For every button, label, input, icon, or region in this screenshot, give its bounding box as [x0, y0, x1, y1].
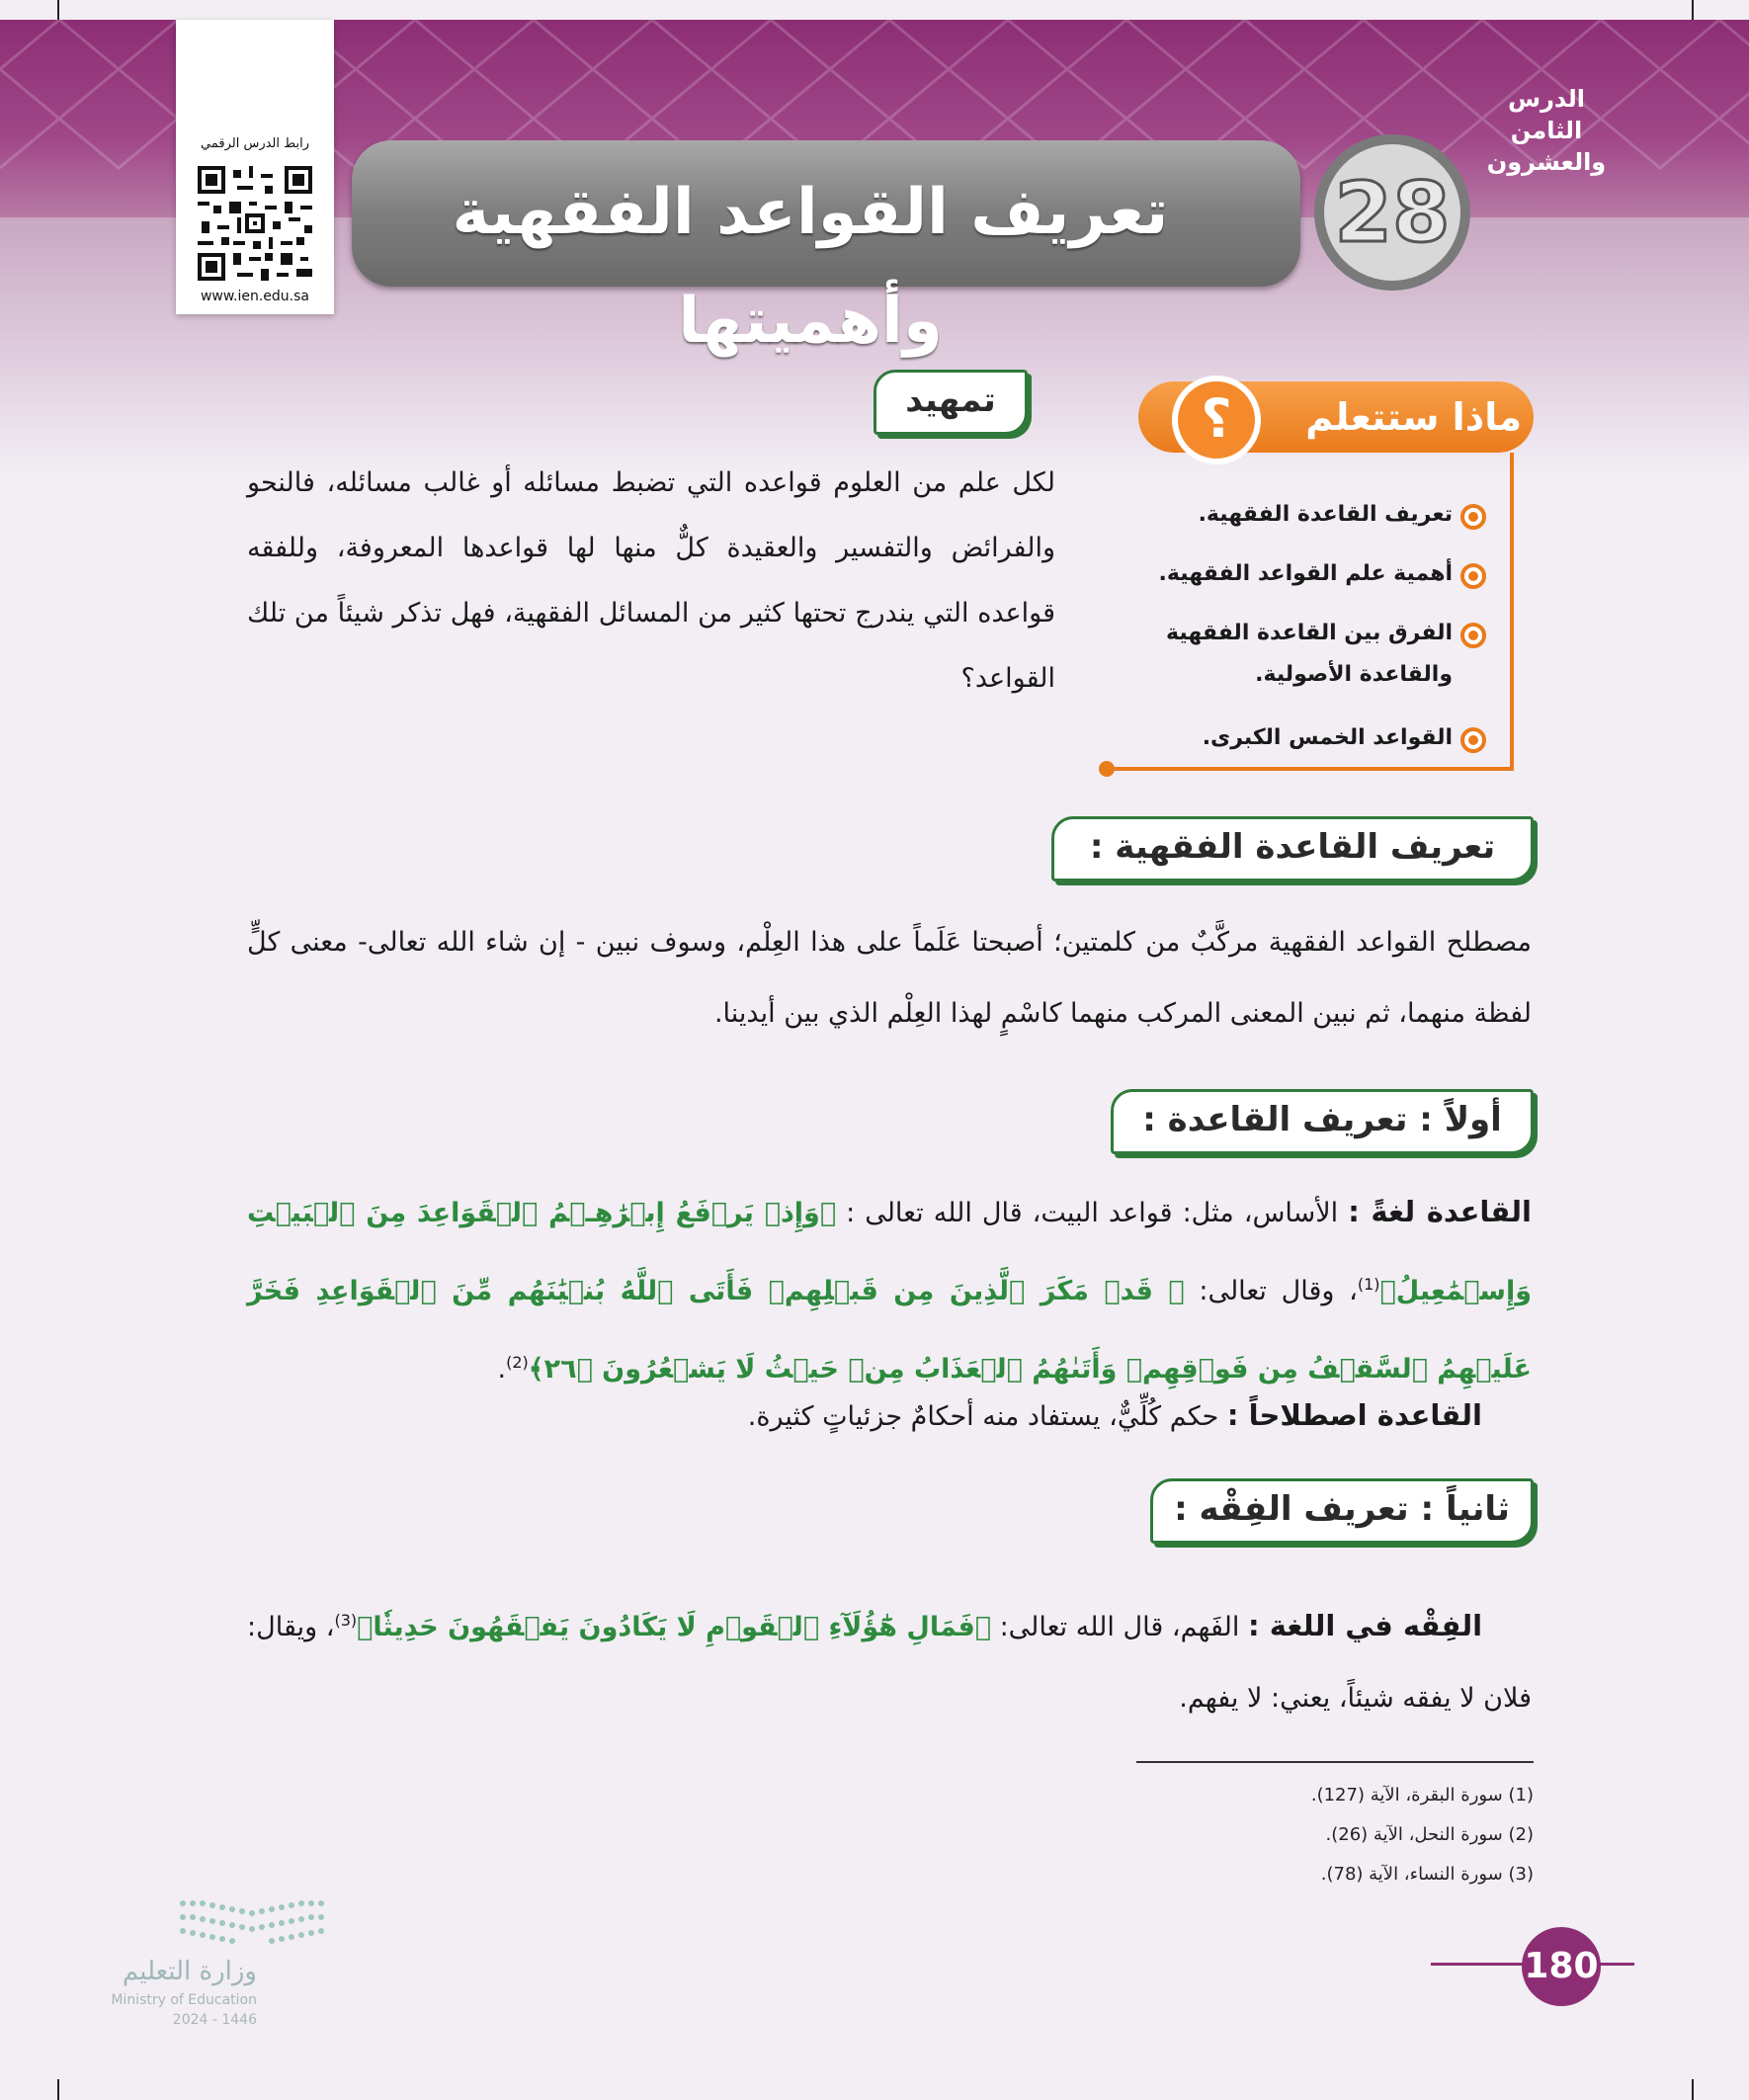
bullet-icon: [1460, 504, 1486, 530]
learn-box-bottom-border: [1107, 767, 1514, 771]
definition-text: مصطلح القواعد الفقهية مركَّبٌ من كلمتين؛ أصبحتا عَلَماً على هذا العِلْم، وسوف نبين - إن شاء الله تعالى- معنى كلٍّ لفظة منهما، ثم نبين المعنى المركب منهما كاسْمٍ لهذا العِلْم الذي بين أيدينا.: [247, 927, 1532, 1029]
intro-title: تمهيد: [874, 370, 1028, 435]
learn-box-dot: [1099, 761, 1115, 777]
qaida-istilah-paragraph: [247, 1387, 1532, 1445]
ministry-name-en: Ministry of Education: [111, 1992, 257, 2008]
qr-code-icon[interactable]: [198, 166, 312, 281]
footnote: (2) سورة النحل، الآية (26).: [1325, 1824, 1534, 1845]
qaida-istilah-text: حكم كُلِّيٌّ، يستفاد منه أحكامٌ جزئياتٍ كثيرة.: [747, 1401, 1219, 1432]
section-title-fiqh: ثانياً : تعريف الفِقْه :: [1150, 1478, 1534, 1544]
fiqh-lugha-paragraph: [247, 1585, 1532, 1734]
qr-url[interactable]: www.ien.edu.sa: [200, 289, 310, 304]
fiqh-lugha-label: الفِقْه في اللغة :: [1247, 1609, 1483, 1642]
footnote-ref: (2): [506, 1353, 529, 1372]
question-mark-icon: ؟: [1172, 376, 1261, 464]
learn-box-border: [1510, 453, 1514, 769]
learn-item: تعريف القاعدة الفقهية.: [1198, 502, 1453, 527]
qaida-lugha-text: ، وقال تعالى:: [1199, 1276, 1358, 1306]
intro-text: لكل علم من العلوم قواعده التي تضبط مسائله أو غالب مسائله، فالنحو والفرائض والتفسير والعقيدة كلٌّ منها لها قواعدها المعروفة، وللفقه قواعده التي يندرج تحتها كثير من المسائل الفقهية، فهل تذكر شيئاً من تلك القواعد؟: [247, 467, 1055, 694]
qaida-lugha-label: القاعدة لغةً :: [1348, 1195, 1532, 1228]
footnote-ref: (3): [334, 1611, 358, 1630]
footnote-divider: [1136, 1761, 1534, 1763]
footnote-ref: (1): [1357, 1275, 1380, 1294]
ministry-year: 2024 - 1446: [172, 2012, 257, 2028]
ministry-logo-icon: [173, 1895, 331, 1951]
qaida-istilah-label: القاعدة اصطلاحاً :: [1226, 1398, 1482, 1432]
lesson-number: 28: [1314, 134, 1470, 291]
footnote: (3) سورة النساء، الآية (78).: [1320, 1864, 1534, 1885]
qr-label: رابط الدرس الرقمي: [201, 136, 309, 151]
learn-box-title: ماذا ستتعلم: [1305, 395, 1522, 439]
page-title: تعريف القواعد الفقهية وأهميتها: [452, 176, 1169, 358]
qr-card[interactable]: [176, 20, 334, 314]
bullet-icon: [1460, 623, 1486, 648]
qaida-lugha-paragraph: القاعدة لغةً : الأساس، مثل: قواعد البيت، قال الله تعالى : ﴿وَإِذۡ يَرۡفَعُ إِبۡرَٰهِـۧمُ ٱلۡقَوَاعِدَ مِنَ ٱلۡبَيۡتِ وَإِسۡمَٰعِيلُ﴾$^{(1)}$، وقال تعالى: ﴿ قَدۡ مَكَرَ ٱلَّذِينَ مِن قَبۡلِهِمۡ فَأَتَى ٱللَّهُ بُنۡيَٰنَهُم مِّنَ ٱلۡقَوَاعِدِ فَخَرَّ عَلَيۡهِمُ ٱلسَّقۡفُ مِن فَوۡقِهِمۡ وَأَتَىٰهُمُ ٱلۡعَذَابُ مِنۡ حَيۡثُ لَا يَشۡعُرُونَ ﴿٢٦﴾$^{(2)}$.: [247, 1195, 1532, 1385]
bullet-icon: [1460, 727, 1486, 753]
qaida-lugha-text: الأساس، مثل: قواعد البيت، قال الله تعالى :: [846, 1198, 1339, 1228]
learn-item: القواعد الخمس الكبرى.: [1202, 725, 1453, 750]
quran-verse: ﴿ قَدۡ مَكَرَ ٱلَّذِينَ مِن قَبۡلِهِمۡ فَأَتَى ٱللَّهُ بُنۡيَٰنَهُم مِّنَ ٱلۡقَوَاعِدِ فَخَرَّ عَلَيۡهِمُ ٱلسَّقۡفُ مِن فَوۡقِهِمۡ وَأَتَىٰهُمُ ٱلۡعَذَابُ مِنۡ حَيۡثُ لَا يَشۡعُرُونَ ﴿٢٦﴾: [247, 1276, 1532, 1385]
fiqh-lugha-text: ، ويقال: فلان لا يفقه شيئاً، يعني: لا يفهم.: [247, 1612, 1532, 1714]
section-title-definition: تعريف القاعدة الفقهية :: [1051, 816, 1534, 882]
ministry-name-ar: وزارة التعليم: [122, 1957, 257, 1986]
bullet-icon: [1460, 563, 1486, 589]
quran-verse: ﴿وَإِذۡ يَرۡفَعُ إِبۡرَٰهِـۧمُ ٱلۡقَوَاعِدَ مِنَ ٱلۡبَيۡتِ وَإِسۡمَٰعِيلُ﴾: [247, 1198, 1532, 1306]
lesson-label: الدرس الثامن والعشرون: [1486, 85, 1607, 176]
page-number: 180: [1522, 1927, 1601, 2006]
fiqh-lugha-text: الفَهم، قال الله تعالى:: [999, 1612, 1240, 1642]
footnote: (1) سورة البقرة، الآية (127).: [1310, 1785, 1534, 1806]
quran-verse: ﴿فَمَالِ هَٰٓؤُلَآءِ ٱلۡقَوۡمِ لَا يَكَادُونَ يَفۡقَهُونَ حَدِيثٗا﴾: [357, 1612, 991, 1642]
learn-item: أهمية علم القواعد الفقهية.: [1158, 561, 1453, 586]
section-title-qaida: أولاً : تعريف القاعدة :: [1111, 1089, 1534, 1154]
learn-item: الفرق بين القاعدة الفقهية والقاعدة الأصولية.: [1166, 621, 1453, 687]
